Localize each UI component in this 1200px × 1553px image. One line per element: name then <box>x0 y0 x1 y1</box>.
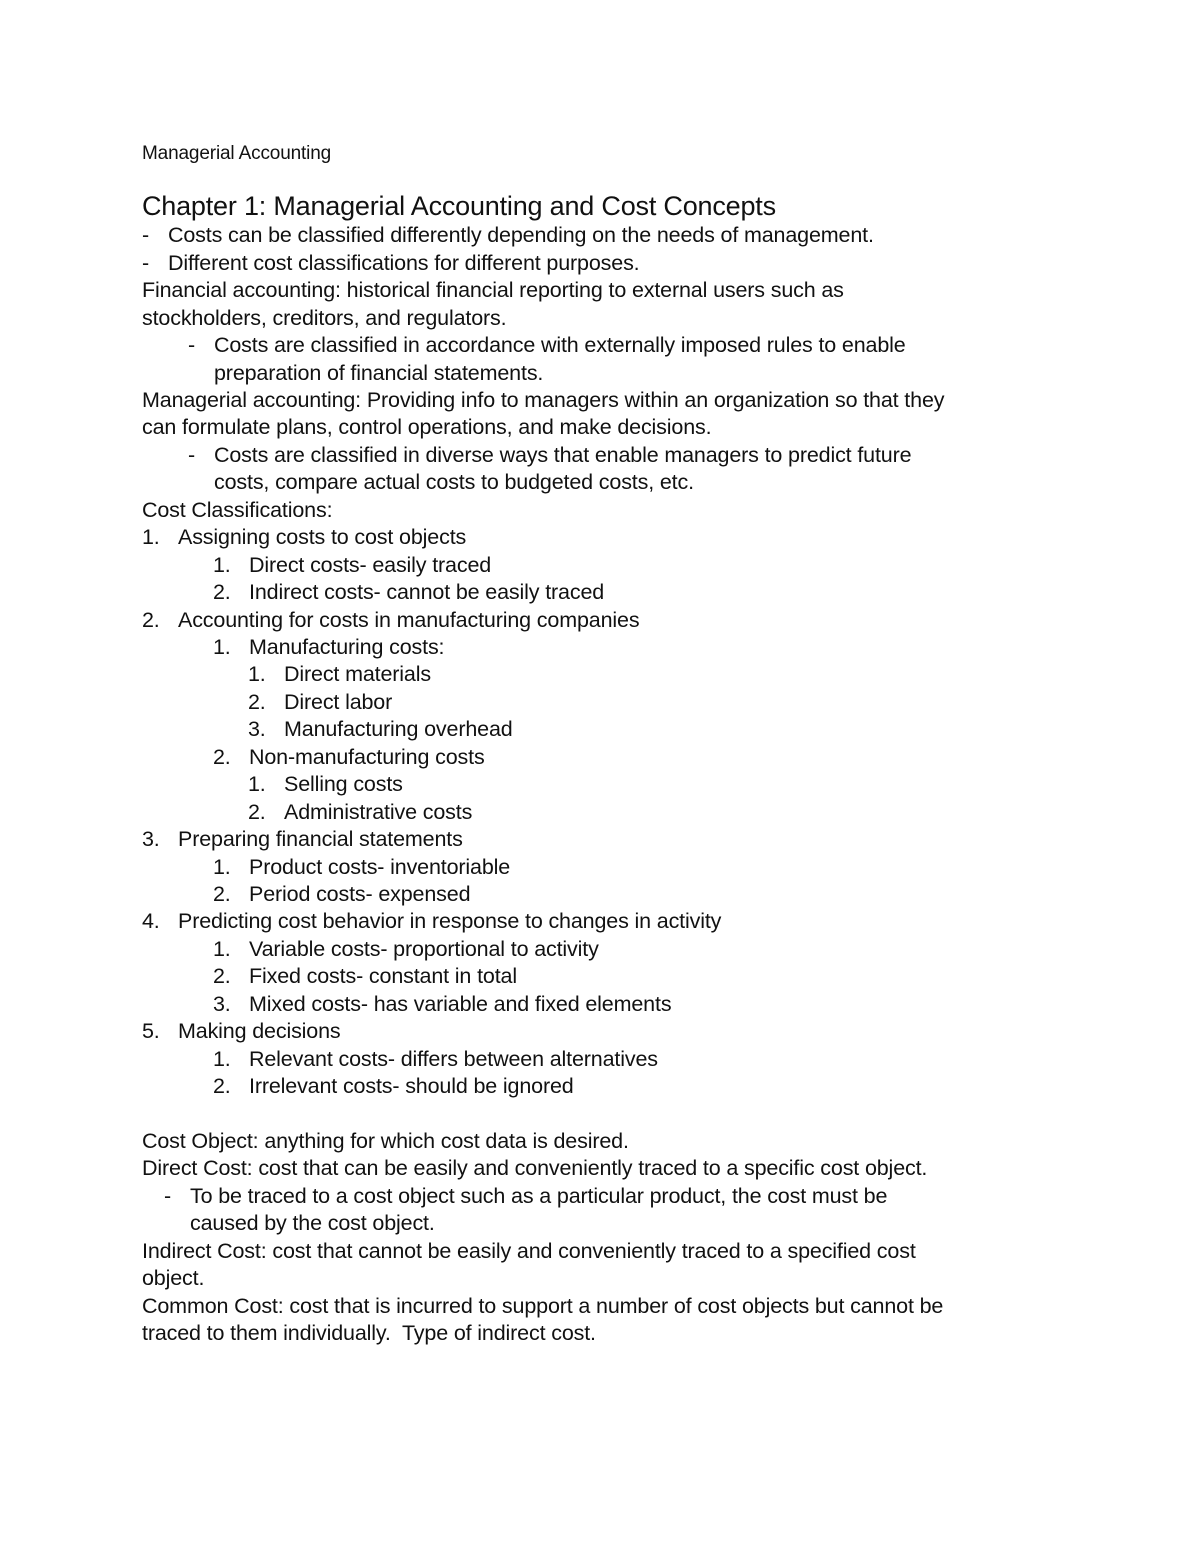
bullet-dash: - <box>164 1184 172 1208</box>
intro-bullet: - Costs can be classified differently depending on the needs of management. <box>142 223 874 247</box>
common-cost-definition-cont: traced to them individually. Type of indirect cost. <box>142 1321 596 1345</box>
cost-classifications-heading: Cost Classifications: <box>142 498 333 522</box>
managerial-bullet-cont: costs, compare actual costs to budgeted costs, etc. <box>214 470 694 494</box>
classification-subitem: 2. Period costs- expensed <box>213 882 471 906</box>
direct-cost-definition: Direct Cost: cost that can be easily and conveniently traced to a specific cost object. <box>142 1156 928 1180</box>
bullet-dash: - <box>142 251 150 275</box>
financial-bullet: - Costs are classified in accordance with externally imposed rules to enable <box>188 333 906 357</box>
indirect-cost-definition-cont: object. <box>142 1266 205 1290</box>
classification-subitem: 1. Relevant costs- differs between alternatives <box>213 1047 658 1071</box>
chapter-title: Chapter 1: Managerial Accounting and Cost Concepts <box>142 191 776 221</box>
managerial-accounting-definition: Managerial accounting: Providing info to managers within an organization so that they <box>142 388 945 412</box>
classification-subsubitem: 3. Manufacturing overhead <box>248 717 513 741</box>
managerial-bullet: - Costs are classified in diverse ways that enable managers to predict future <box>188 443 912 467</box>
classification-item: 3. Preparing financial statements <box>142 827 463 851</box>
bullet-dash: - <box>188 333 196 357</box>
classification-subitem: 1. Direct costs- easily traced <box>213 553 492 577</box>
financial-accounting-definition: Financial accounting: historical financial reporting to external users such as <box>142 278 844 302</box>
classification-subitem: 2. Fixed costs- constant in total <box>213 964 517 988</box>
financial-accounting-definition-cont: stockholders, creditors, and regulators. <box>142 306 507 330</box>
classification-item: 4. Predicting cost behavior in response to changes in activity <box>142 909 722 933</box>
classification-subsubitem: 2. Administrative costs <box>248 800 473 824</box>
bullet-dash: - <box>188 443 196 467</box>
cost-object-definition: Cost Object: anything for which cost data is desired. <box>142 1129 629 1153</box>
classification-item: 1. Assigning costs to cost objects <box>142 525 467 549</box>
document-header: Managerial Accounting <box>142 143 332 164</box>
classification-subitem: 1. Variable costs- proportional to activity <box>213 937 599 961</box>
classification-subitem: 1. Product costs- inventoriable <box>213 855 511 879</box>
managerial-accounting-definition-cont: can formulate plans, control operations, and make decisions. <box>142 415 712 439</box>
indirect-cost-definition: Indirect Cost: cost that cannot be easily and conveniently traced to a specified cost <box>142 1239 916 1263</box>
direct-cost-bullet: - To be traced to a cost object such as a particular product, the cost must be <box>164 1184 888 1208</box>
classification-subitem: 2. Non-manufacturing costs <box>213 745 485 769</box>
bullet-dash: - <box>142 223 150 247</box>
financial-bullet-cont: preparation of financial statements. <box>214 361 544 385</box>
classification-subitem: 3. Mixed costs- has variable and fixed elements <box>213 992 672 1016</box>
classification-subsubitem: 1. Direct materials <box>248 662 431 686</box>
classification-subitem: 2. Irrelevant costs- should be ignored <box>213 1074 574 1098</box>
common-cost-definition: Common Cost: cost that is incurred to support a number of cost objects but cannot be <box>142 1294 944 1318</box>
classification-subitem: 2. Indirect costs- cannot be easily traced <box>213 580 605 604</box>
classification-item: 2. Accounting for costs in manufacturing companies <box>142 608 640 632</box>
classification-subsubitem: 2. Direct labor <box>248 690 393 714</box>
intro-bullet: - Different cost classifications for different purposes. <box>142 251 640 275</box>
classification-subsubitem: 1. Selling costs <box>248 772 403 796</box>
classification-item: 5. Making decisions <box>142 1019 341 1043</box>
classification-subitem: 1. Manufacturing costs: <box>213 635 445 659</box>
direct-cost-bullet-cont: caused by the cost object. <box>190 1211 435 1235</box>
